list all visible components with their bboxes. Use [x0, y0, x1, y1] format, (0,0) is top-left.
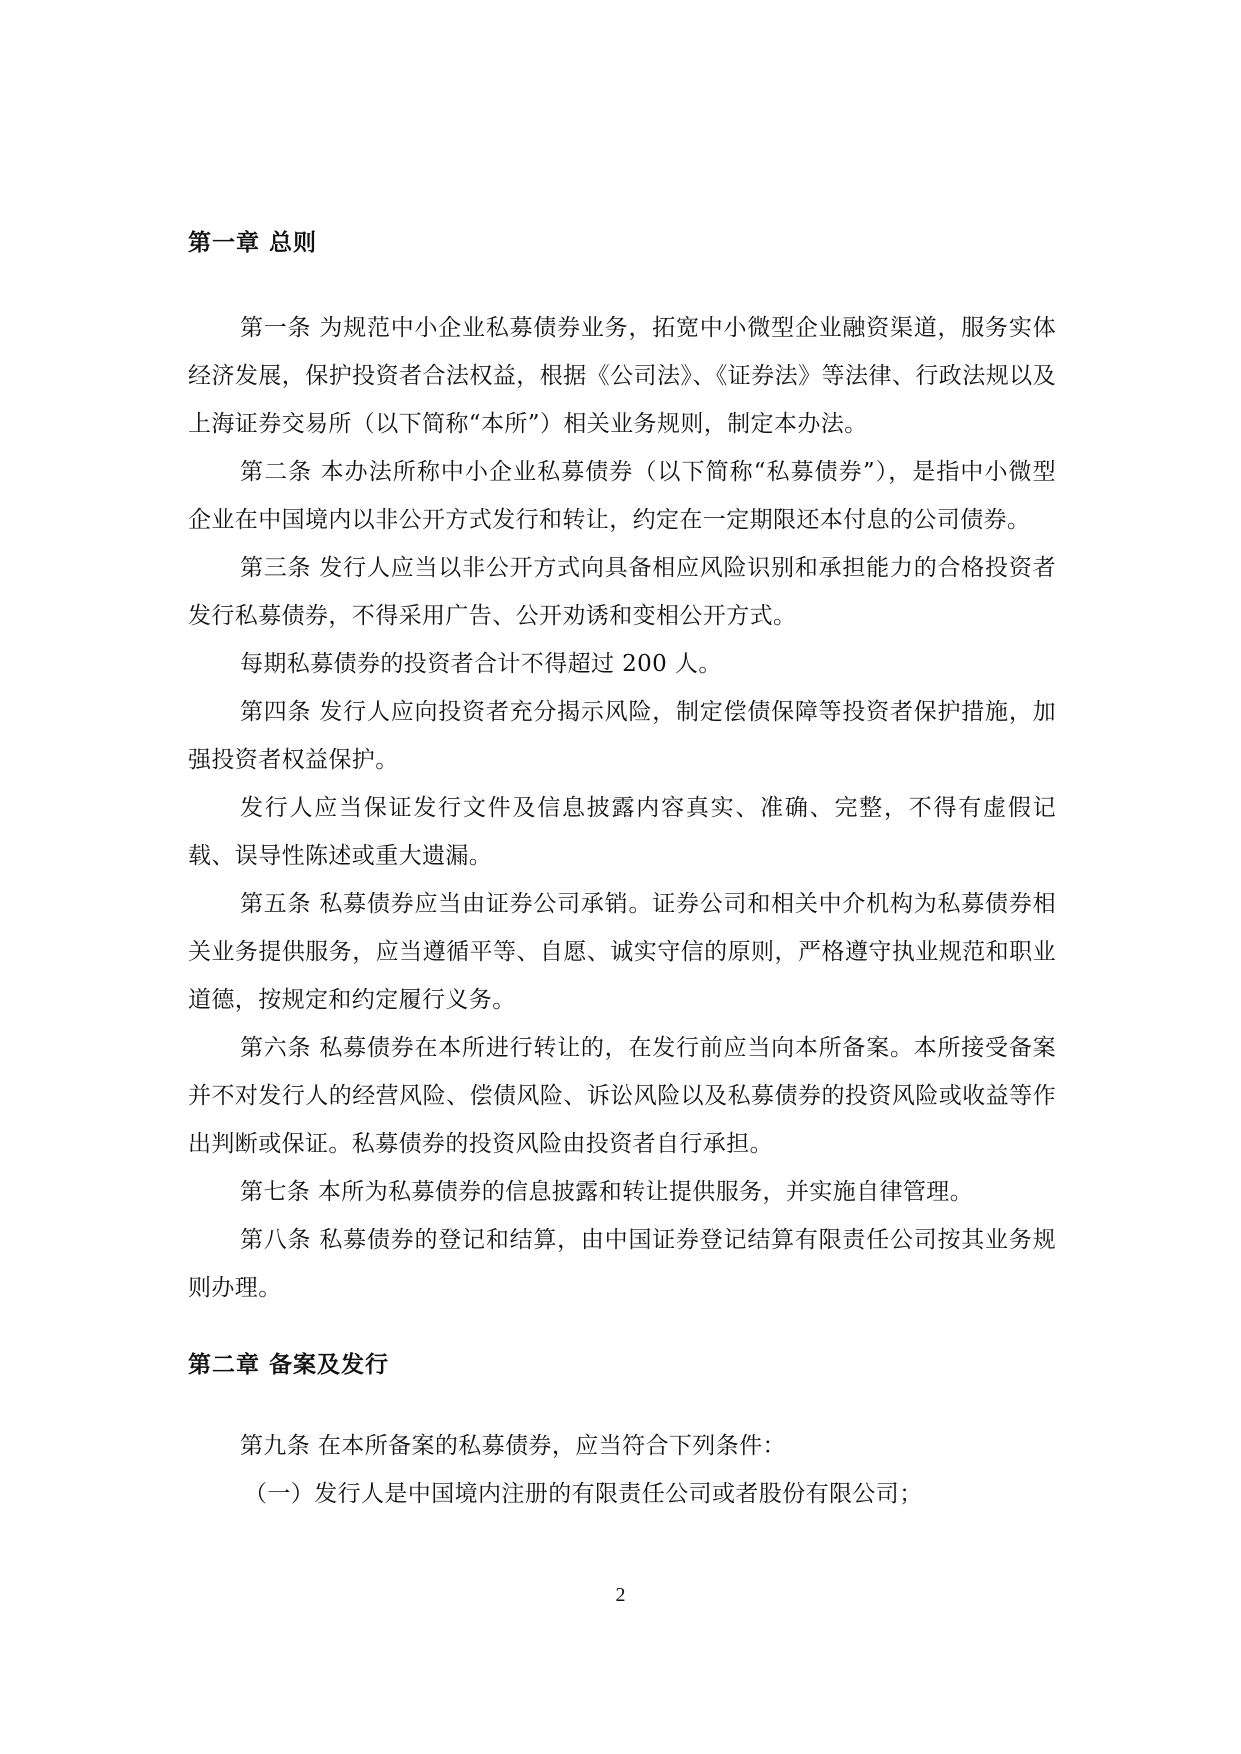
- article-4: 第四条 发行人应向投资者充分揭示风险，制定偿债保障等投资者保护措施，加强投资者权益保护。: [188, 699, 1056, 773]
- chapter-2-heading: 第二章 备案及发行: [188, 1352, 390, 1378]
- article-6: 第六条 私募债券在本所进行转让的，在发行前应当向本所备案。本所接受备案并不对发行人的经营风险、偿债风险、诉讼风险以及私募债券的投资风险或收益等作出判断或保证。私募债券的投资风险由投资者自行承担。: [188, 1035, 1056, 1157]
- article-1: 第一条 为规范中小企业私募债券业务，拓宽中小微型企业融资渠道，服务实体经济发展，保护投资者合法权益，根据《公司法》、《证券法》等法律、行政法规以及上海证券交易所（以下简称“本所”）相关业务规则，制定本办法。: [188, 315, 1056, 437]
- document-page: [188, 228, 1056, 1518]
- article-9-item-1: （一）发行人是中国境内注册的有限责任公司或者股份有限公司；: [244, 1481, 923, 1507]
- article-7: 第七条 本所为私募债券的信息披露和转让提供服务，并实施自律管理。: [240, 1179, 974, 1205]
- article-5: 第五条 私募债券应当由证券公司承销。证券公司和相关中介机构为私募债券相关业务提供服务，应当遵循平等、自愿、诚实守信的原则，严格遵守执业规范和职业道德，按规定和约定履行义务。: [188, 891, 1056, 1013]
- article-3-clause: 每期私募债券的投资者合计不得超过 200 人。: [240, 651, 722, 677]
- page-number: 2: [615, 1584, 626, 1606]
- article-9: 第九条 在本所备案的私募债券，应当符合下列条件：: [240, 1433, 786, 1459]
- article-8: 第八条 私募债券的登记和结算，由中国证券登记结算有限责任公司按其业务规则办理。: [188, 1227, 1056, 1301]
- article-2: 第二条 本办法所称中小企业私募债券（以下简称“私募债券”），是指中小微型企业在中国境内以非公开方式发行和转让，约定在一定期限还本付息的公司债券。: [188, 459, 1056, 533]
- chapter-1-heading: 第一章 总则: [188, 230, 318, 256]
- article-4-clause: 发行人应当保证发行文件及信息披露内容真实、准确、完整，不得有虚假记载、误导性陈述或重大遗漏。: [188, 795, 1056, 869]
- article-3: 第三条 发行人应当以非公开方式向具备相应风险识别和承担能力的合格投资者发行私募债券，不得采用广告、公开劝诱和变相公开方式。: [188, 555, 1056, 629]
